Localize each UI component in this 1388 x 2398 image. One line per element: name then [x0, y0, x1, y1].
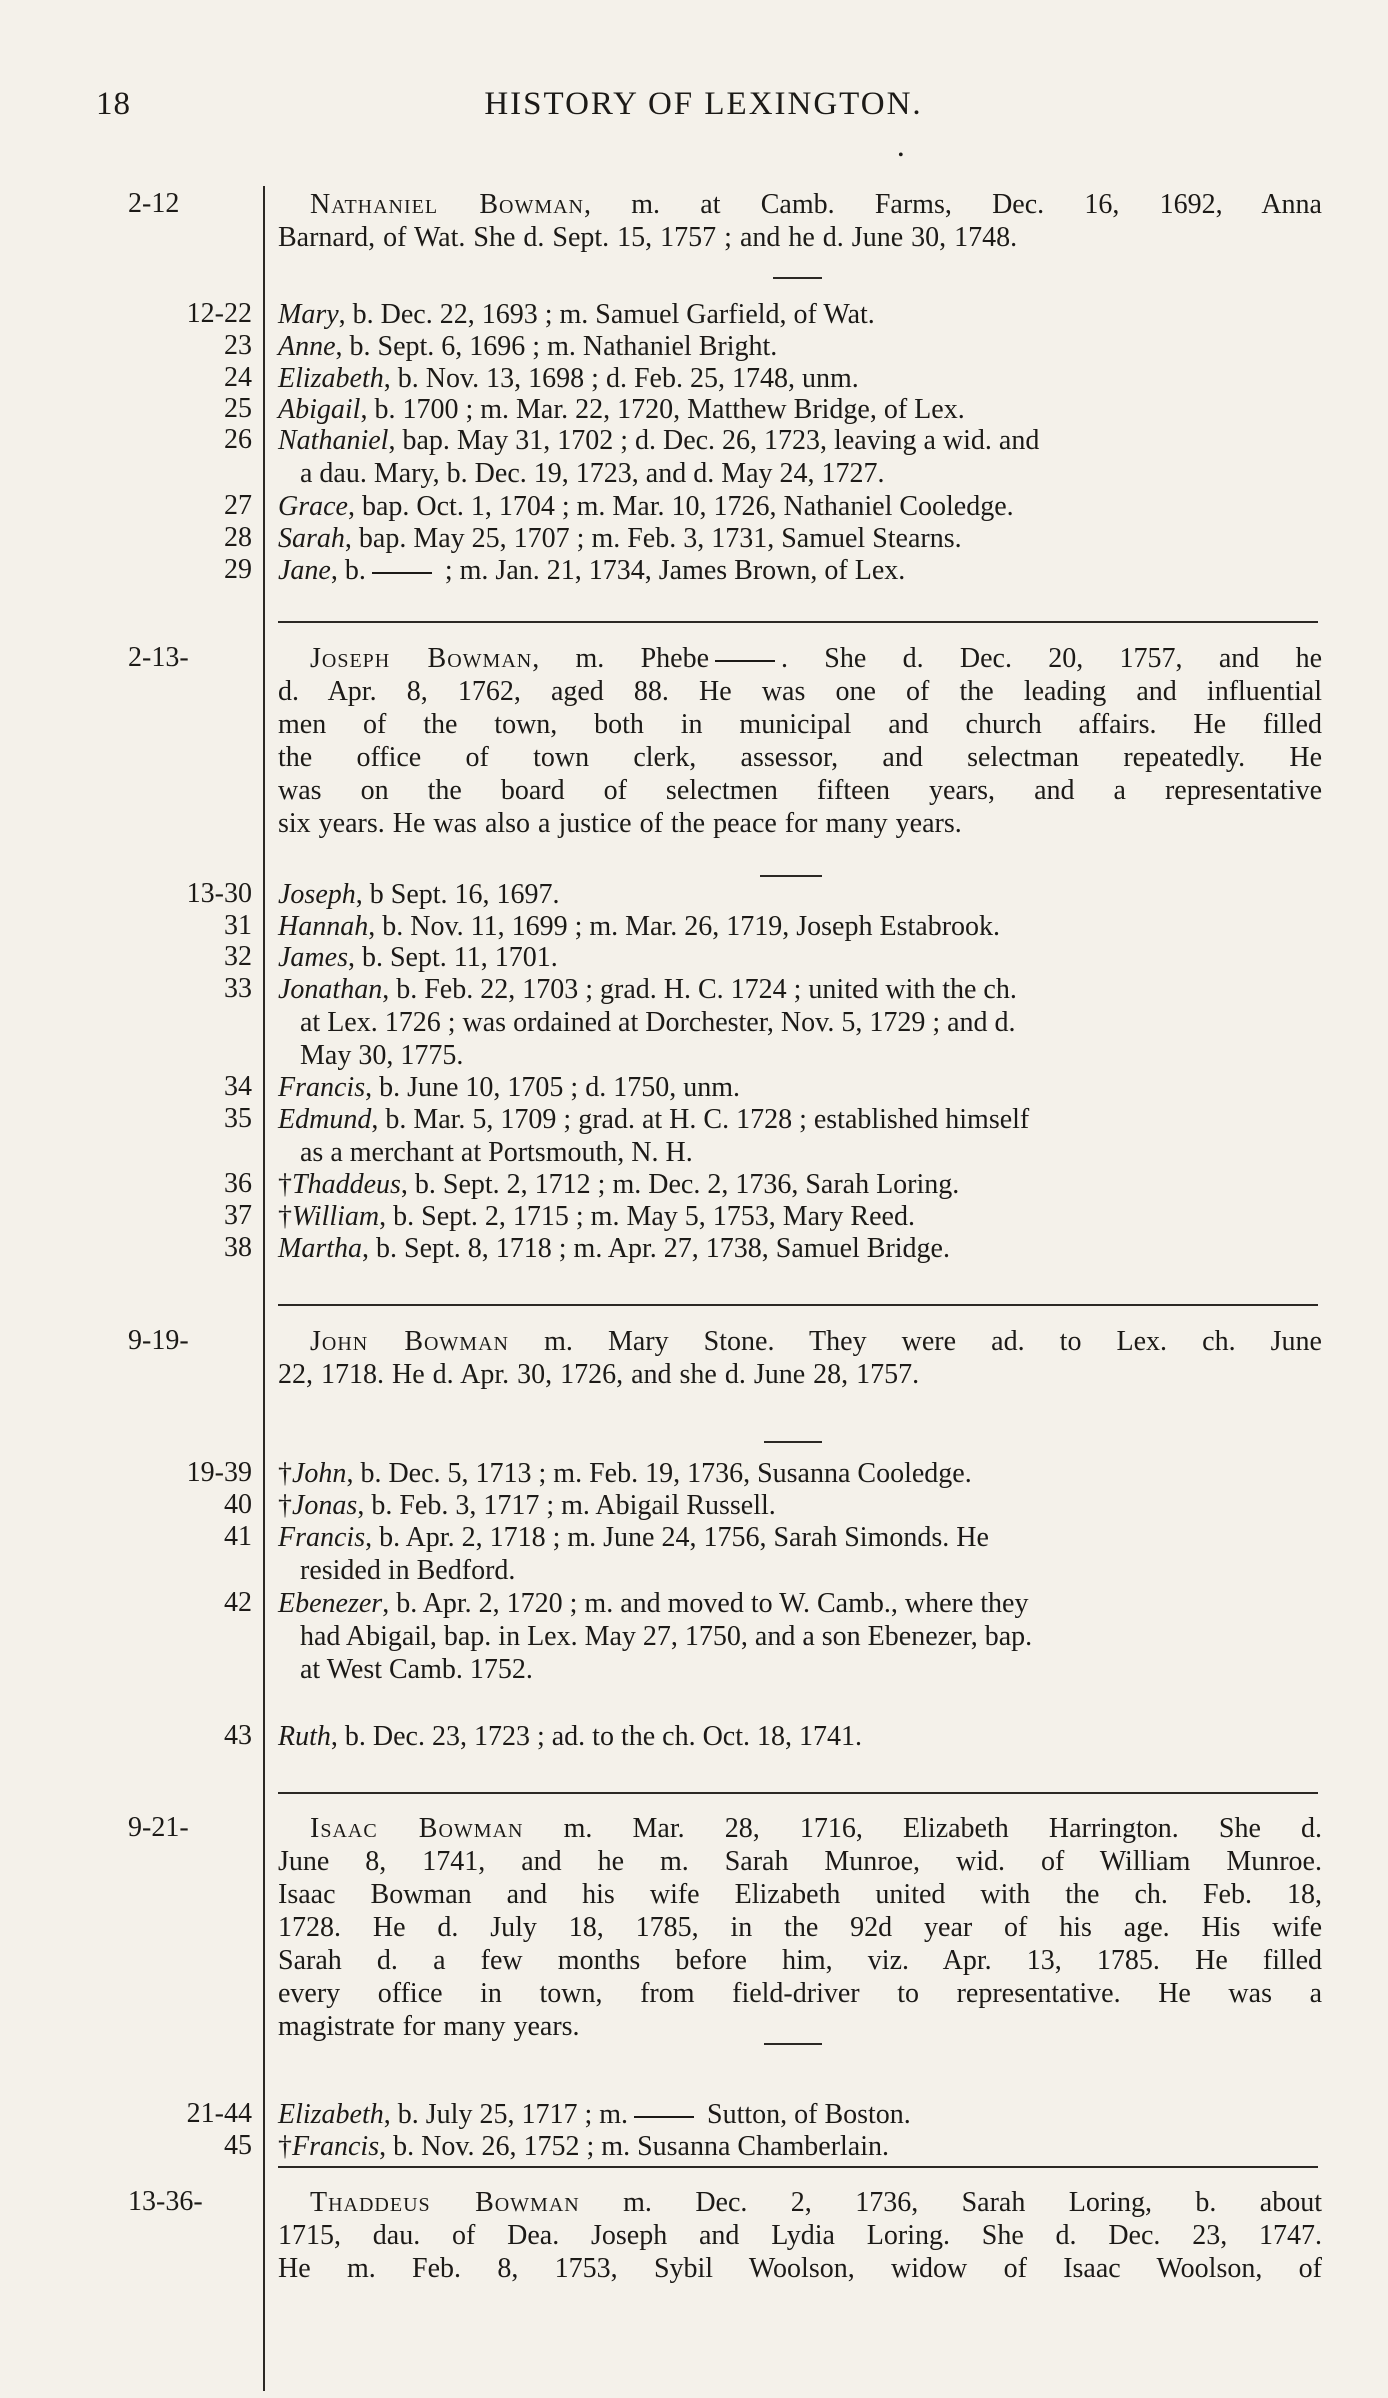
head-name: Isaac Bowman [310, 1813, 524, 1844]
line-text: m. Mary Stone. They were ad. to Lex. ch. June [508, 1326, 1322, 1357]
child-number: 27 [224, 490, 252, 521]
head-paragraph-line [310, 2186, 1322, 2219]
line-text: , b. Nov. 13, 1698 ; d. Feb. 25, 1748, unm. [383, 363, 859, 394]
child-number: 35 [224, 1103, 252, 1134]
child-number: 21-44 [186, 2098, 252, 2129]
head-paragraph-line: magistrate for many years. [278, 2011, 580, 2042]
line-text: , b. Sept. 8, 1718 ; m. Apr. 27, 1738, Samuel Bridge. [362, 1233, 950, 1264]
running-header [96, 86, 1311, 126]
child-entry-line [278, 1168, 1318, 1201]
line-text: ; m. Jan. 21, 1734, James Brown, of Lex. [437, 555, 906, 586]
line-text: , b. Sept. 2, 1715 ; m. May 5, 1753, Mary Reed. [379, 1201, 915, 1232]
child-entry-line [278, 878, 1318, 911]
blank-dash [715, 660, 775, 662]
line-text: m. Dec. 2, 1736, Sarah Loring, b. about [579, 2187, 1322, 2218]
child-entry-line [278, 554, 1318, 587]
head-paragraph-line [310, 642, 1322, 675]
line-text: , b. Mar. 5, 1709 ; grad. at H. C. 1728 ; established himself [371, 1104, 1030, 1135]
child-number: 31 [224, 910, 252, 941]
child-name: Jonas [292, 1490, 358, 1521]
section-rule [278, 1304, 1318, 1306]
entry-number: 9-21- [128, 1812, 189, 1843]
page-title: HISTORY OF LEXINGTON. [484, 86, 923, 122]
head-paragraph-line: men of the town, both in municipal and church affairs. He filled [278, 709, 1322, 740]
short-separator [764, 2043, 822, 2045]
line-text: , b. 1700 ; m. Mar. 22, 1720, Matthew Bridge, of Lex. [360, 394, 965, 425]
child-name: Hannah [278, 911, 369, 942]
child-entry-line [278, 490, 1318, 523]
head-paragraph-line: d. Apr. 8, 1762, aged 88. He was one of the leading and influential [278, 676, 1322, 707]
child-name: Mary [278, 299, 339, 330]
head-paragraph-line: 1715, dau. of Dea. Joseph and Lydia Loring. She d. Dec. 23, 1747. [278, 2220, 1322, 2251]
head-paragraph-line: He m. Feb. 8, 1753, Sybil Woolson, widow of Isaac Woolson, of [278, 2253, 1322, 2284]
short-separator [764, 1441, 822, 1443]
child-name: Edmund [278, 1104, 372, 1135]
head-name: John Bowman [310, 1326, 509, 1357]
child-name: Elizabeth [278, 2099, 384, 2130]
child-name: Thaddeus [292, 1169, 401, 1200]
line-text: , b. Feb. 22, 1703 ; grad. H. C. 1724 ; united with the ch. [382, 974, 1017, 1005]
line-text: , b. Feb. 3, 1717 ; m. Abigail Russell. [357, 1490, 776, 1521]
head-paragraph-line [310, 188, 1322, 221]
child-name: Ruth [278, 1721, 331, 1752]
child-number: 45 [224, 2130, 252, 2161]
child-entry-line: at Lex. 1726 ; was ordained at Dorchester, Nov. 5, 1729 ; and d. [300, 1007, 1016, 1038]
child-entry-line: a dau. Mary, b. Dec. 19, 1723, and d. May 24, 1727. [300, 458, 885, 489]
child-number: 34 [224, 1071, 252, 1102]
child-number: 12-22 [186, 298, 252, 329]
line-text: , m. Phebe [532, 643, 710, 674]
line-text: , b. Nov. 26, 1752 ; m. Susanna Chamberlain. [379, 2131, 890, 2162]
head-name: Joseph Bowman [310, 643, 533, 674]
blank-dash [372, 572, 432, 574]
child-entry-line [278, 1521, 1318, 1554]
head-paragraph-line [310, 1325, 1322, 1358]
child-number: 25 [224, 393, 252, 424]
child-number: 36 [224, 1168, 252, 1199]
head-paragraph-line: June 8, 1741, and he m. Sarah Munroe, wid. of William Munroe. [278, 1846, 1322, 1877]
child-entry-line: had Abigail, bap. in Lex. May 27, 1750, and a son Ebenezer, bap. [300, 1621, 1033, 1652]
line-text: , b. June 10, 1705 ; d. 1750, unm. [365, 1072, 740, 1103]
child-entry-line [278, 522, 1318, 555]
child-name: Francis [278, 1522, 366, 1553]
child-name: James [278, 942, 348, 973]
head-paragraph-line: 1728. He d. July 18, 1785, in the 92d year of his age. His wife [278, 1912, 1322, 1943]
line-text: , bap. Oct. 1, 1704 ; m. Mar. 10, 1726, Nathaniel Cooledge. [347, 491, 1014, 522]
section-rule [278, 621, 1318, 623]
line-text: , b. Sept. 2, 1712 ; m. Dec. 2, 1736, Sarah Loring. [400, 1169, 960, 1200]
child-number: 29 [224, 554, 252, 585]
section-rule [278, 2166, 1318, 2168]
child-entry-line: as a merchant at Portsmouth, N. H. [300, 1137, 693, 1168]
child-name: Nathaniel [278, 425, 389, 456]
dagger-mark: † [278, 1201, 292, 1232]
child-name: Abigail [278, 394, 361, 425]
child-name: Joseph [278, 879, 356, 910]
dagger-mark: † [278, 1169, 292, 1200]
child-number: 33 [224, 973, 252, 1004]
dagger-mark: † [278, 1490, 292, 1521]
line-text: . She d. Dec. 20, 1757, and he [781, 643, 1322, 674]
child-name: Sarah [278, 523, 345, 554]
child-number: 19-39 [186, 1457, 252, 1488]
child-number: 40 [224, 1489, 252, 1520]
child-entry-line [278, 393, 1318, 426]
line-text: , b. Dec. 23, 1723 ; ad. to the ch. Oct. 18, 1741. [330, 1721, 863, 1752]
entry-number: 2-13- [128, 642, 189, 673]
child-entry-line [278, 2130, 1318, 2163]
child-name: Francis [292, 2131, 380, 2162]
head-paragraph-line [310, 1812, 1322, 1845]
child-number: 23 [224, 330, 252, 361]
child-entry-line [278, 1720, 1318, 1753]
entry-number: 13-36- [128, 2186, 203, 2217]
line-text: , b. Sept. 11, 1701. [347, 942, 558, 973]
child-entry-line [278, 1103, 1318, 1136]
child-entry-line [278, 1071, 1318, 1104]
head-paragraph-line: Isaac Bowman and his wife Elizabeth united with the ch. Feb. 18, [278, 1879, 1322, 1910]
line-text: , b. Dec. 22, 1693 ; m. Samuel Garfield, of Wat. [338, 299, 875, 330]
child-name: John [292, 1458, 347, 1489]
line-text: , bap. May 25, 1707 ; m. Feb. 3, 1731, Samuel Stearns. [344, 523, 962, 554]
child-entry-line: May 30, 1775. [300, 1040, 464, 1071]
line-text: m. Mar. 28, 1716, Elizabeth Harrington. She d. [523, 1813, 1323, 1844]
child-entry-line [278, 362, 1318, 395]
child-entry-line [278, 424, 1318, 457]
child-number: 41 [224, 1521, 252, 1552]
line-text: , b. Apr. 2, 1718 ; m. June 24, 1756, Sarah Simonds. He [365, 1522, 989, 1553]
child-number: 24 [224, 362, 252, 393]
head-name: Nathaniel Bowman [310, 189, 584, 220]
child-name: Jane [278, 555, 331, 586]
child-entry-line [278, 910, 1318, 943]
line-text: , b. July 25, 1717 ; m. [383, 2099, 628, 2130]
head-name: Thaddeus Bowman [310, 2187, 580, 2218]
child-name: Ebenezer [278, 1588, 383, 1619]
margin-rule [263, 186, 265, 2391]
child-number: 38 [224, 1232, 252, 1263]
child-entry-line [278, 330, 1318, 363]
child-number: 32 [224, 941, 252, 972]
child-number: 43 [224, 1720, 252, 1751]
line-text: Sutton, of Boston. [700, 2099, 911, 2130]
page-number: 18 [96, 86, 131, 122]
child-entry-line [278, 941, 1318, 974]
head-paragraph-line: Sarah d. a few months before him, viz. Apr. 13, 1785. He filled [278, 1945, 1322, 1976]
line-text: , b. Dec. 5, 1713 ; m. Feb. 19, 1736, Susanna Cooledge. [346, 1458, 972, 1489]
child-name: Jonathan [278, 974, 383, 1005]
child-number: 26 [224, 424, 252, 455]
child-name: Elizabeth [278, 363, 384, 394]
printer-mark: • [898, 147, 904, 164]
child-entry-line [278, 2098, 1318, 2131]
child-entry-line: resided in Bedford. [300, 1555, 516, 1586]
child-entry-line [278, 1200, 1318, 1233]
line-text: , b. [330, 555, 366, 586]
head-paragraph-line: Barnard, of Wat. She d. Sept. 15, 1757 ; and he d. June 30, 1748. [278, 222, 1018, 253]
child-name: Grace [278, 491, 348, 522]
child-name: Francis [278, 1072, 366, 1103]
child-name: Anne [278, 331, 336, 362]
dagger-mark: † [278, 1458, 292, 1489]
section-rule [278, 1792, 1318, 1794]
head-paragraph-line: 22, 1718. He d. Apr. 30, 1726, and she d. June 28, 1757. [278, 1359, 920, 1390]
child-number: 37 [224, 1200, 252, 1231]
child-entry-line [278, 1489, 1318, 1522]
short-separator [773, 277, 822, 279]
line-text: , m. at Camb. Farms, Dec. 16, 1692, Anna [584, 189, 1322, 220]
child-entry-line [278, 1587, 1318, 1620]
child-number: 28 [224, 522, 252, 553]
child-name: Martha [278, 1233, 362, 1264]
entry-number: 2-12 [128, 188, 180, 219]
dagger-mark: † [278, 2131, 292, 2162]
head-paragraph-line: every office in town, from field-driver to representative. He was a [278, 1978, 1322, 2009]
head-paragraph-line: six years. He was also a justice of the peace for many years. [278, 808, 962, 839]
head-paragraph-line: the office of town clerk, assessor, and selectman repeatedly. He [278, 742, 1322, 773]
entry-number: 9-19- [128, 1325, 189, 1356]
child-number: 13-30 [186, 878, 252, 909]
child-entry-line [278, 298, 1318, 331]
child-name: William [292, 1201, 380, 1232]
short-separator [760, 875, 822, 877]
child-entry-line [278, 1232, 1318, 1265]
blank-dash [634, 2116, 694, 2118]
child-entry-line [278, 1457, 1318, 1490]
line-text: , b Sept. 16, 1697. [355, 879, 560, 910]
child-entry-line: at West Camb. 1752. [300, 1654, 533, 1685]
line-text: , b. Nov. 11, 1699 ; m. Mar. 26, 1719, Joseph Estabrook. [368, 911, 1001, 942]
child-entry-line [278, 973, 1318, 1006]
line-text: , b. Apr. 2, 1720 ; m. and moved to W. Camb., where they [382, 1588, 1029, 1619]
head-paragraph-line: was on the board of selectmen fifteen years, and a representative [278, 775, 1322, 806]
child-number: 42 [224, 1587, 252, 1618]
line-text: , b. Sept. 6, 1696 ; m. Nathaniel Bright. [335, 331, 778, 362]
line-text: , bap. May 31, 1702 ; d. Dec. 26, 1723, leaving a wid. and [388, 425, 1040, 456]
